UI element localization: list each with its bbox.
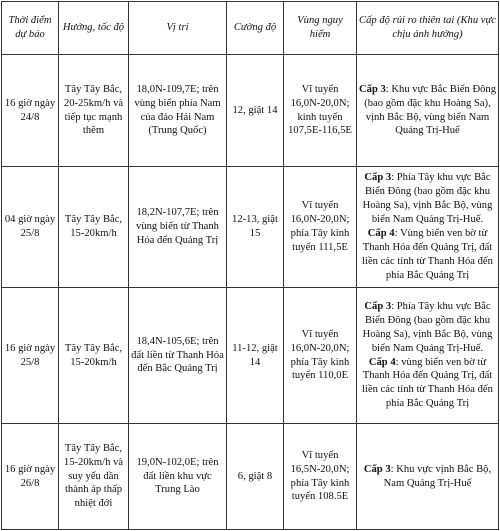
risk-text: : Vùng biển ven bờ từ Thanh Hóa đến Quảng Trị, đất liền các tỉnh từ Thanh Hóa đến phía Bắc Quảng Trị: [362, 228, 493, 281]
cell-time: 16 giờ ngày 24/8: [2, 55, 59, 167]
risk-level: Cấp 3: [363, 463, 391, 475]
header-time: Thời điểm dự báo: [2, 2, 59, 55]
risk-level: Cấp 3: [364, 300, 392, 312]
cell-risk: [357, 288, 499, 424]
risk-text: : Phía Tây khu vực Bắc Biển Đông (bao gồm đặc khu Hoàng Sa), vịnh Bắc Bộ, vùng biển Nam Quảng Trị-Huế.: [362, 172, 493, 226]
cell-risk: [357, 167, 499, 288]
cell-time: 04 giờ ngày 25/8: [2, 167, 59, 288]
risk-entry: [359, 227, 496, 283]
cell-intensity: 6, giật 8: [227, 424, 284, 530]
risk-level: Cấp 3: [359, 83, 386, 95]
cell-risk: [357, 55, 499, 167]
storm-forecast-table: [1, 1, 499, 530]
risk-text: : Khu vực Bắc Biển Đông (bao gồm đặc khu Hoàng Sa), vịnh Bắc Bộ, vùng biển Nam Quảng Trị-Huế: [364, 83, 496, 137]
header-danger-zone: Vùng nguy hiểm: [284, 2, 357, 55]
cell-risk: [357, 424, 499, 530]
cell-position: 18,2N-107,7E; trên vùng biển từ Thanh Hóa đến Quảng Trị: [129, 167, 227, 288]
risk-text: : vùng biển ven bờ từ Thanh Hóa đến Quảng Trị, đất liền các tỉnh từ Thanh Hóa đến phía Bắc Quảng Trị: [362, 356, 493, 410]
risk-entry: [359, 356, 496, 412]
cell-time: 16 giờ ngày 26/8: [2, 424, 59, 530]
cell-danger-zone: Vĩ tuyến 16,0N-20,0N; phía Tây kinh tuyến 111,5E: [284, 167, 357, 288]
table-row: [2, 288, 499, 424]
header-direction: Hướng, tốc độ: [59, 2, 129, 55]
risk-entry: [359, 171, 496, 227]
table-row: [2, 55, 499, 167]
header-intensity: Cường độ: [227, 2, 284, 55]
risk-entry: [359, 300, 496, 356]
cell-position: 18,4N-105,6E; trên đất liền từ Thanh Hóa đến Bắc Quảng Trị: [129, 288, 227, 424]
cell-danger-zone: Vĩ tuyến 16,0N-20,0N; phía Tây kinh tuyến 110,0E: [284, 288, 357, 424]
risk-entry: [359, 83, 496, 139]
cell-position: 18,0N-109,7E; trên vùng biển phía Nam của đảo Hải Nam (Trung Quốc): [129, 55, 227, 167]
cell-intensity: 12-13, giật 15: [227, 167, 284, 288]
header-risk: Cấp độ rủi ro thiên tai (Khu vực chịu ảnh hưởng): [357, 2, 499, 55]
risk-level: Cấp 3: [364, 172, 392, 184]
cell-direction: Tây Tây Bắc, 20-25km/h và tiếp tục mạnh thêm: [59, 55, 129, 167]
cell-direction: Tây Tây Bắc, 15-20km/h: [59, 167, 129, 288]
risk-level: Cấp 4: [367, 228, 395, 239]
risk-level: Cấp 4: [368, 356, 396, 368]
table-row: [2, 167, 499, 288]
table-row: [2, 424, 499, 530]
cell-intensity: 11-12, giật 14: [227, 288, 284, 424]
risk-entry: [359, 463, 496, 491]
cell-position: 19,0N-102,0E; trên đất liền khu vực Trung Lào: [129, 424, 227, 530]
table-header-row: [2, 2, 499, 55]
cell-intensity: 12, giật 14: [227, 55, 284, 167]
risk-text: : Phía Tây khu vực Bắc Biển Đông (bao gồm đặc khu Hoàng Sa), vịnh Bắc Bộ, vùng biển Nam Quảng Trị-Huế.: [362, 300, 493, 354]
risk-text: : Khu vực vịnh Bắc Bộ, Nam Quảng Trị-Huế: [383, 463, 492, 489]
cell-direction: Tây Tây Bắc, 15-20km/h và suy yếu dần thành áp thấp nhiệt đới: [59, 424, 129, 530]
header-position: Vị trí: [129, 2, 227, 55]
cell-time: 16 giờ ngày 25/8: [2, 288, 59, 424]
cell-danger-zone: Vĩ tuyến 16,0N-20,0N; kinh tuyến 107,5E-116,5E: [284, 55, 357, 167]
cell-direction: Tây Tây Bắc, 15-20km/h: [59, 288, 129, 424]
cell-danger-zone: Vĩ tuyến 16,5N-20,0N; phía Tây kinh tuyến 108.5E: [284, 424, 357, 530]
